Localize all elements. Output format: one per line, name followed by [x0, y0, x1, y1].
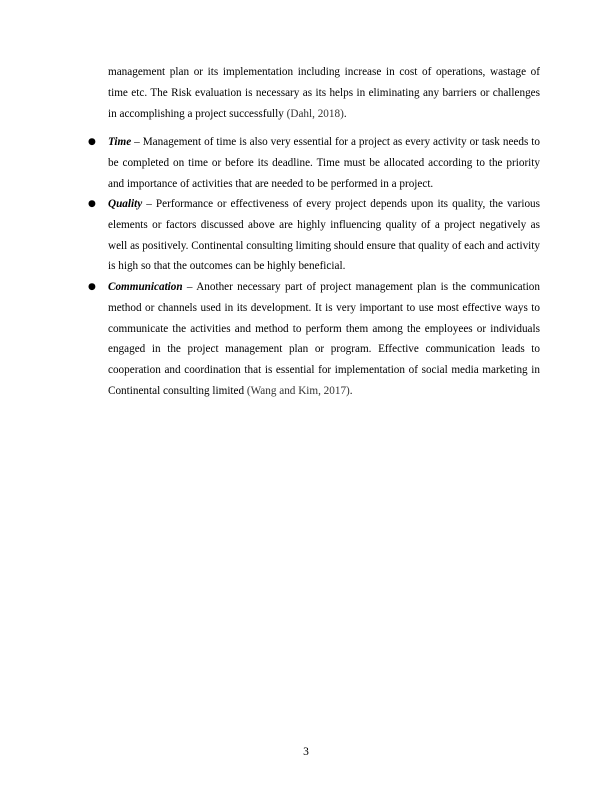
bullet-text: – Another necessary part of project management plan is the communication method or channels used in its development. It is very important to use most effective ways to communicate the activities and method to perform them among the employees or individuals engaged in the project management plan or program. Effective communication leads to cooperation and coordination that is essential for implementation of social media marketing in Continental consulting limited [108, 281, 540, 397]
page-number: 3 [303, 746, 309, 758]
bullet-citation: (Wang and Kim, 2017) [246, 384, 350, 397]
intro-paragraph [108, 62, 540, 124]
bullet-icon: ● [88, 282, 96, 292]
bullet-item-time [88, 132, 540, 194]
intro-end: . [343, 107, 347, 120]
bullet-end: . [349, 384, 353, 397]
bullet-item-quality [88, 194, 540, 277]
bullet-icon: ● [88, 199, 96, 209]
intro-citation: (Dahl, 2018) [286, 107, 344, 120]
bullet-term: Time [108, 136, 132, 148]
bullet-term: Quality [108, 198, 143, 210]
intro-text: management plan or its implementation including increase in cost of operations, wastage of time etc. The Risk evaluation is necessary as its helps in eliminating any barriers or challenges in accomplishing a project successfully [108, 66, 540, 120]
bullet-term: Communication [108, 281, 183, 293]
bullet-text: – Management of time is also very essential for a project as every activity or task needs to be completed on time or before its deadline. Time must be allocated according to the priority and importance of activities that are needed to be performed in a project. [108, 136, 540, 190]
bullet-text: – Performance or effectiveness of every project depends upon its quality, the various elements or factors discussed above are highly influencing quality of a project negatively as well as positively. Continental consulting limiting should ensure that quality of each and activity is high so that the outcomes can be highly beneficial. [108, 198, 540, 273]
bullet-item-communication [88, 277, 540, 402]
bullet-icon: ● [88, 137, 96, 147]
